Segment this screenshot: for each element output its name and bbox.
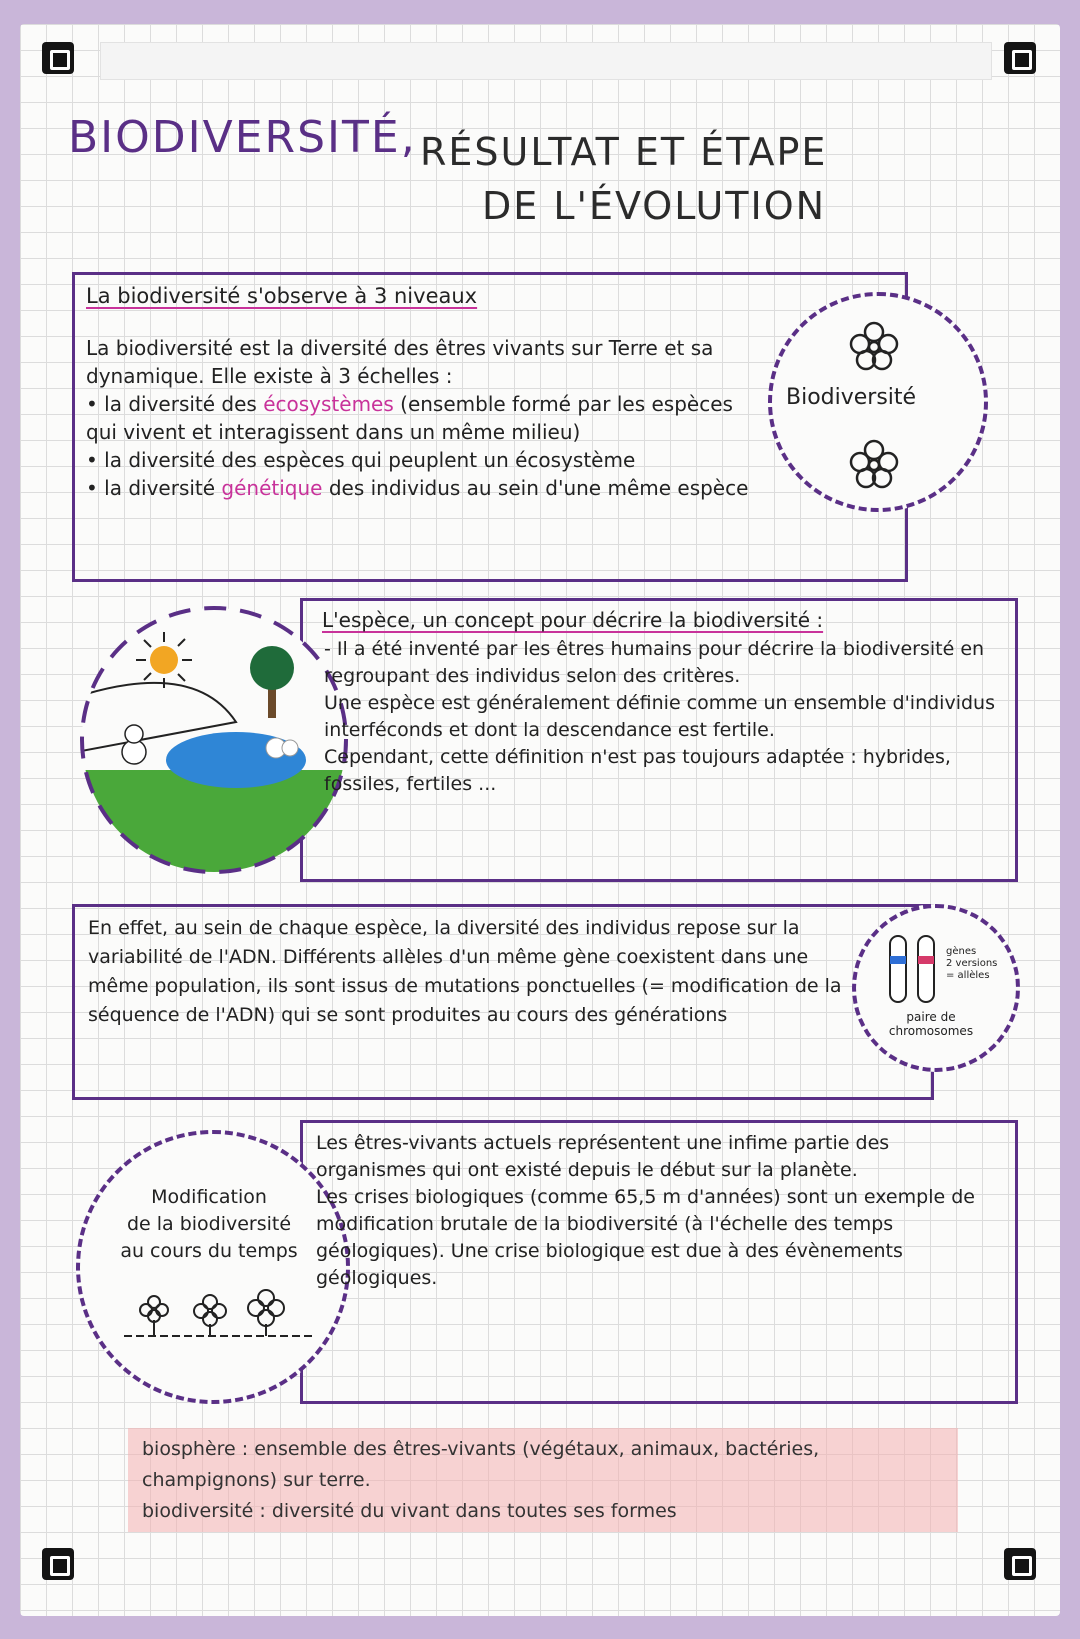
title-part-1: BIODIVERSITÉ, <box>68 112 417 163</box>
landscape-illustration-icon <box>76 602 352 878</box>
corner-marker-icon <box>1004 1548 1036 1580</box>
time-change-circle <box>76 1130 350 1404</box>
section4-line-2: Les crises biologiques (comme 65,5 m d'années) sont un exemple de modification brutale de la biodiversité (à l'échelle des temps géologiques). Une crise biologique est due à des évènements géologiques. <box>316 1186 975 1289</box>
section1-bullet-3: • la diversité génétique des individus au sein d'une même espèce <box>86 476 749 500</box>
section1-intro: La biodiversité est la diversité des êtres vivants sur Terre et sa dynamique. Elle existe à 3 échelles : <box>86 336 714 388</box>
section2-line-1: - Il a été inventé par les êtres humains pour décrire la biodiversité en regroupant des individus selon des critères. <box>324 638 985 687</box>
biodiversity-circle-label: Biodiversité <box>786 385 917 410</box>
section4-body <box>316 1130 1004 1292</box>
section1-body <box>86 334 766 502</box>
section1-heading: La biodiversité s'observe à 3 niveaux <box>86 284 478 308</box>
section1-bullet-1: • la diversité des écosystèmes (ensemble formé par les espèces qui vivent et interagissent dans un même milieu) <box>86 392 733 444</box>
flower-icon <box>846 318 902 374</box>
definition-biodiversity: biodiversité : diversité du vivant dans toutes ses formes <box>142 1500 677 1522</box>
section3-body: En effet, au sein de chaque espèce, la diversité des individus repose sur la variabilité de l'ADN. Différents allèles d'un même gène coexistent dans une même population, ils sont issus de mutations ponctuelles (= modification de la séquence de l'ADN) qui se sont produites au cours des générations <box>88 917 842 1026</box>
corner-marker-icon <box>1004 42 1036 74</box>
scan-header-band <box>100 42 992 80</box>
page-title <box>68 112 968 242</box>
time-change-label: Modification de la biodiversité au cours du temps <box>120 1186 298 1262</box>
corner-marker-icon <box>42 42 74 74</box>
section2-heading: L'espèce, un concept pour décrire la biodiversité : <box>322 608 824 632</box>
title-part-2: RÉSULTAT ET ÉTAPE <box>420 130 828 174</box>
chromosome-pair-label: paire de chromosomes <box>888 1010 974 1038</box>
section2-line-2: Une espèce est généralement définie comme un ensemble d'individus interféconds et dont la descendance est fertile. <box>324 692 995 741</box>
genes-label: gènes 2 versions = allèles <box>946 946 998 981</box>
section2-body <box>324 636 996 798</box>
definition-biosphere: biosphère : ensemble des êtres-vivants (végétaux, animaux, bactéries, champignons) sur terre. <box>142 1438 820 1491</box>
flowers-row-icon <box>124 1286 314 1346</box>
chromosome-icon <box>882 932 942 1016</box>
section2-line-3: Cependant, cette définition n'est pas toujours adaptée : hybrides, fossiles, fertiles ... <box>324 746 951 795</box>
definitions-body <box>142 1434 952 1527</box>
flower-icon <box>846 436 902 492</box>
definitions-highlight <box>128 1428 958 1532</box>
section1-bullet-2: • la diversité des espèces qui peuplent un écosystème <box>86 448 636 472</box>
corner-marker-icon <box>42 1548 74 1580</box>
title-part-3: DE L'ÉVOLUTION <box>482 184 827 228</box>
section4-line-1: Les êtres-vivants actuels représentent une infime partie des organismes qui ont existé depuis le début sur la planète. <box>316 1132 890 1181</box>
